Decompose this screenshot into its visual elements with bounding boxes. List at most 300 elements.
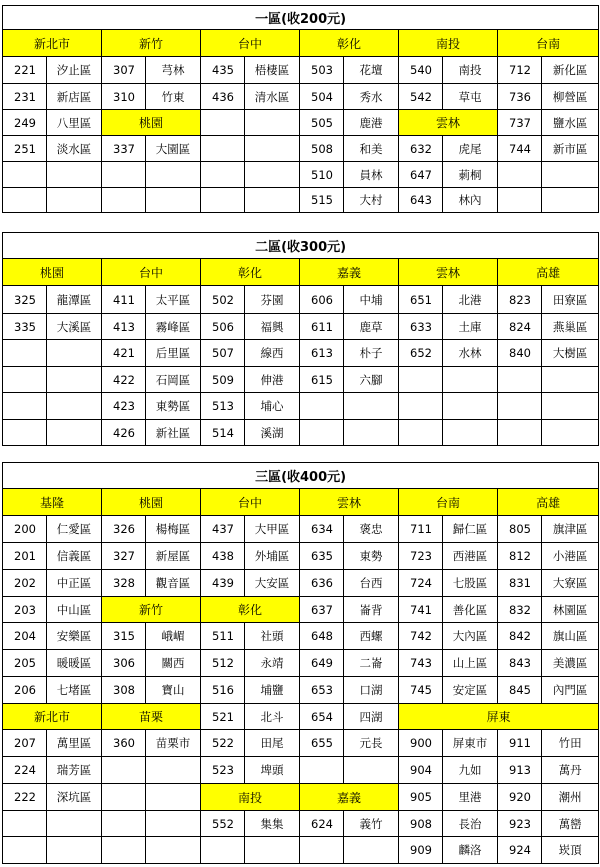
region-header: 新北市 xyxy=(3,704,102,730)
district-name: 歸仁區 xyxy=(443,516,498,543)
postal-code: 920 xyxy=(498,784,542,811)
district-name: 埔鹽 xyxy=(245,677,300,704)
district-name: 安樂區 xyxy=(47,623,102,650)
district-name: 清水區 xyxy=(245,84,300,110)
empty-cell xyxy=(3,367,47,393)
postal-code: 737 xyxy=(498,110,542,136)
postal-code: 805 xyxy=(498,516,542,543)
postal-code: 204 xyxy=(3,623,47,650)
table-row xyxy=(3,570,599,597)
postal-code: 360 xyxy=(102,730,146,757)
empty-cell xyxy=(3,340,47,367)
postal-code: 506 xyxy=(201,314,245,340)
empty-cell xyxy=(102,757,146,784)
district-name: 鹿草 xyxy=(344,314,399,340)
postal-code: 611 xyxy=(300,314,344,340)
postal-code: 426 xyxy=(102,420,146,446)
region-header: 嘉義 xyxy=(300,784,399,811)
postal-code: 221 xyxy=(3,57,47,84)
district-name: 新店區 xyxy=(47,84,102,110)
postal-code: 308 xyxy=(102,677,146,704)
district-name: 竹田 xyxy=(542,730,599,757)
postal-code: 904 xyxy=(399,757,443,784)
district-name: 林內 xyxy=(443,188,498,213)
district-name: 萬里區 xyxy=(47,730,102,757)
postal-code: 307 xyxy=(102,57,146,84)
region-header: 台中 xyxy=(201,30,300,57)
postal-code: 438 xyxy=(201,543,245,570)
postal-code: 643 xyxy=(399,188,443,213)
postal-code: 923 xyxy=(498,811,542,837)
postal-code: 744 xyxy=(498,136,542,162)
district-name: 大村 xyxy=(344,188,399,213)
postal-code: 542 xyxy=(399,84,443,110)
postal-code: 648 xyxy=(300,623,344,650)
postal-code: 843 xyxy=(498,650,542,677)
postal-code: 411 xyxy=(102,286,146,314)
postal-code: 203 xyxy=(3,597,47,623)
region-header: 高雄 xyxy=(498,259,599,286)
postal-code: 512 xyxy=(201,650,245,677)
district-name: 燕巢區 xyxy=(542,314,599,340)
postal-code: 824 xyxy=(498,314,542,340)
empty-cell xyxy=(3,837,47,864)
district-name: 屏東市 xyxy=(443,730,498,757)
district-name: 義竹 xyxy=(344,811,399,837)
table-row xyxy=(3,393,599,420)
empty-cell xyxy=(102,784,146,811)
district-name: 大寮區 xyxy=(542,570,599,597)
postal-code: 507 xyxy=(201,340,245,367)
district-name: 大溪區 xyxy=(47,314,102,340)
postal-code: 202 xyxy=(3,570,47,597)
district-name: 長治 xyxy=(443,811,498,837)
district-name: 旗山區 xyxy=(542,623,599,650)
postal-code: 723 xyxy=(399,543,443,570)
district-name: 東勢區 xyxy=(146,393,201,420)
table-row xyxy=(3,420,599,446)
district-name: 土庫 xyxy=(443,314,498,340)
region-header: 新竹 xyxy=(102,597,201,623)
region-header: 雲林 xyxy=(399,110,498,136)
postal-code: 326 xyxy=(102,516,146,543)
district-name: 深坑區 xyxy=(47,784,102,811)
region-header: 南投 xyxy=(201,784,300,811)
postal-code: 437 xyxy=(201,516,245,543)
empty-cell xyxy=(47,393,102,420)
district-name: 安定區 xyxy=(443,677,498,704)
postal-code: 812 xyxy=(498,543,542,570)
table-row xyxy=(3,704,599,730)
district-name: 梧棲區 xyxy=(245,57,300,84)
region-header: 桃園 xyxy=(3,259,102,286)
postal-code: 712 xyxy=(498,57,542,84)
postal-code: 207 xyxy=(3,730,47,757)
empty-cell xyxy=(102,811,146,837)
region-header: 彰化 xyxy=(201,259,300,286)
postal-code: 651 xyxy=(399,286,443,314)
empty-cell xyxy=(3,162,47,188)
empty-cell xyxy=(47,420,102,446)
district-name: 芬園 xyxy=(245,286,300,314)
table-row xyxy=(3,784,599,811)
district-name: 秀水 xyxy=(344,84,399,110)
postal-code: 845 xyxy=(498,677,542,704)
postal-code: 522 xyxy=(201,730,245,757)
district-name: 集集 xyxy=(245,811,300,837)
table-row xyxy=(3,837,599,864)
district-name: 西螺 xyxy=(344,623,399,650)
district-name: 新屋區 xyxy=(146,543,201,570)
district-name: 七堵區 xyxy=(47,677,102,704)
region-header: 南投 xyxy=(399,30,498,57)
table-row xyxy=(3,136,599,162)
district-name: 六腳 xyxy=(344,367,399,393)
empty-cell xyxy=(47,811,102,837)
postal-code: 515 xyxy=(300,188,344,213)
empty-cell xyxy=(399,420,443,446)
table-row xyxy=(3,57,599,84)
region-header: 雲林 xyxy=(300,489,399,516)
empty-cell xyxy=(47,162,102,188)
district-name: 石岡區 xyxy=(146,367,201,393)
postal-code: 552 xyxy=(201,811,245,837)
postal-code: 832 xyxy=(498,597,542,623)
district-name: 關西 xyxy=(146,650,201,677)
postal-code: 606 xyxy=(300,286,344,314)
table-row xyxy=(3,516,599,543)
district-name: 台西 xyxy=(344,570,399,597)
district-name: 鹿港 xyxy=(344,110,399,136)
postal-code: 327 xyxy=(102,543,146,570)
empty-cell xyxy=(102,188,146,213)
district-name: 北港 xyxy=(443,286,498,314)
district-name: 線西 xyxy=(245,340,300,367)
district-name: 楊梅區 xyxy=(146,516,201,543)
district-name: 萬丹 xyxy=(542,757,599,784)
district-name: 竹東 xyxy=(146,84,201,110)
district-name: 員林 xyxy=(344,162,399,188)
postal-code: 251 xyxy=(3,136,47,162)
table-row xyxy=(3,259,599,286)
empty-cell xyxy=(443,367,498,393)
empty-cell xyxy=(344,393,399,420)
empty-cell xyxy=(102,162,146,188)
postal-code: 711 xyxy=(399,516,443,543)
postal-code: 436 xyxy=(201,84,245,110)
district-name: 新社區 xyxy=(146,420,201,446)
district-name: 褒忠 xyxy=(344,516,399,543)
postal-code: 509 xyxy=(201,367,245,393)
region-header: 新竹 xyxy=(102,30,201,57)
district-name: 北斗 xyxy=(245,704,300,730)
empty-cell xyxy=(498,420,542,446)
table-row xyxy=(3,597,599,623)
district-name: 中山區 xyxy=(47,597,102,623)
region-header: 苗栗 xyxy=(102,704,201,730)
district-name: 淡水區 xyxy=(47,136,102,162)
district-name: 溪湖 xyxy=(245,420,300,446)
district-name: 永靖 xyxy=(245,650,300,677)
postal-code: 439 xyxy=(201,570,245,597)
district-name: 大園區 xyxy=(146,136,201,162)
postal-code: 742 xyxy=(399,623,443,650)
district-name: 埤頭 xyxy=(245,757,300,784)
district-name: 崁頂 xyxy=(542,837,599,864)
empty-cell xyxy=(146,784,201,811)
district-name: 南投 xyxy=(443,57,498,84)
district-name: 美濃區 xyxy=(542,650,599,677)
empty-cell xyxy=(201,110,245,136)
empty-cell xyxy=(498,367,542,393)
district-name: 內門區 xyxy=(542,677,599,704)
postal-code: 911 xyxy=(498,730,542,757)
district-name: 寶山 xyxy=(146,677,201,704)
empty-cell xyxy=(3,188,47,213)
postal-code: 508 xyxy=(300,136,344,162)
region-header: 雲林 xyxy=(399,259,498,286)
zone-table-2 xyxy=(2,232,599,446)
district-name: 麟洛 xyxy=(443,837,498,864)
region-header: 基隆 xyxy=(3,489,102,516)
empty-cell xyxy=(498,188,542,213)
postal-code: 423 xyxy=(102,393,146,420)
empty-cell xyxy=(201,136,245,162)
postal-code: 521 xyxy=(201,704,245,730)
district-name: 新化區 xyxy=(542,57,599,84)
postal-code: 652 xyxy=(399,340,443,367)
postal-code: 913 xyxy=(498,757,542,784)
region-header: 台中 xyxy=(102,259,201,286)
district-name: 苗栗市 xyxy=(146,730,201,757)
district-name: 九如 xyxy=(443,757,498,784)
district-name: 柳營區 xyxy=(542,84,599,110)
postal-code: 840 xyxy=(498,340,542,367)
district-name: 太平區 xyxy=(146,286,201,314)
district-name: 中埔 xyxy=(344,286,399,314)
postal-code: 503 xyxy=(300,57,344,84)
district-name: 東勢 xyxy=(344,543,399,570)
postal-code: 422 xyxy=(102,367,146,393)
postal-code: 511 xyxy=(201,623,245,650)
empty-cell xyxy=(542,393,599,420)
empty-cell xyxy=(47,340,102,367)
district-name: 后里區 xyxy=(146,340,201,367)
postal-code: 724 xyxy=(399,570,443,597)
zone-title: 二區(收300元) xyxy=(3,233,599,259)
empty-cell xyxy=(300,393,344,420)
district-name: 中正區 xyxy=(47,570,102,597)
table-row xyxy=(3,623,599,650)
district-name: 觀音區 xyxy=(146,570,201,597)
empty-cell xyxy=(201,837,245,864)
postal-code: 200 xyxy=(3,516,47,543)
district-name: 崙背 xyxy=(344,597,399,623)
empty-cell xyxy=(399,367,443,393)
district-name: 汐止區 xyxy=(47,57,102,84)
empty-cell xyxy=(300,757,344,784)
district-name: 暖暖區 xyxy=(47,650,102,677)
postal-code: 325 xyxy=(3,286,47,314)
postal-code: 823 xyxy=(498,286,542,314)
empty-cell xyxy=(102,837,146,864)
district-name: 口湖 xyxy=(344,677,399,704)
zone-title: 一區(收200元) xyxy=(3,6,599,30)
district-name: 和美 xyxy=(344,136,399,162)
empty-cell xyxy=(542,367,599,393)
region-header: 台南 xyxy=(399,489,498,516)
district-name: 霧峰區 xyxy=(146,314,201,340)
district-name: 伸港 xyxy=(245,367,300,393)
postal-code: 635 xyxy=(300,543,344,570)
postal-code: 908 xyxy=(399,811,443,837)
postal-code: 222 xyxy=(3,784,47,811)
postal-code: 653 xyxy=(300,677,344,704)
region-header: 屏東 xyxy=(399,704,599,730)
postal-code: 905 xyxy=(399,784,443,811)
district-name: 莿桐 xyxy=(443,162,498,188)
postal-code: 315 xyxy=(102,623,146,650)
table-row xyxy=(3,367,599,393)
zone-table-3 xyxy=(2,462,599,864)
empty-cell xyxy=(344,420,399,446)
empty-cell xyxy=(3,420,47,446)
region-header: 桃園 xyxy=(102,110,201,136)
empty-cell xyxy=(542,188,599,213)
district-name: 七股區 xyxy=(443,570,498,597)
district-name: 龍潭區 xyxy=(47,286,102,314)
postal-code: 206 xyxy=(3,677,47,704)
postal-code: 335 xyxy=(3,314,47,340)
empty-cell xyxy=(47,367,102,393)
postal-code: 649 xyxy=(300,650,344,677)
empty-cell xyxy=(344,837,399,864)
empty-cell xyxy=(146,757,201,784)
district-name: 林園區 xyxy=(542,597,599,623)
empty-cell xyxy=(146,162,201,188)
postal-code: 435 xyxy=(201,57,245,84)
postal-code: 613 xyxy=(300,340,344,367)
postal-code: 633 xyxy=(399,314,443,340)
empty-cell xyxy=(201,188,245,213)
postal-code: 647 xyxy=(399,162,443,188)
empty-cell xyxy=(3,811,47,837)
district-name: 善化區 xyxy=(443,597,498,623)
empty-cell xyxy=(344,757,399,784)
table-row xyxy=(3,489,599,516)
empty-cell xyxy=(245,136,300,162)
district-name: 田尾 xyxy=(245,730,300,757)
postal-code: 306 xyxy=(102,650,146,677)
district-name: 草屯 xyxy=(443,84,498,110)
table-row xyxy=(3,677,599,704)
postal-code: 745 xyxy=(399,677,443,704)
district-name: 信義區 xyxy=(47,543,102,570)
postal-code: 337 xyxy=(102,136,146,162)
district-name: 芎林 xyxy=(146,57,201,84)
region-header: 台南 xyxy=(498,30,599,57)
empty-cell xyxy=(245,837,300,864)
empty-cell xyxy=(443,420,498,446)
district-name: 元長 xyxy=(344,730,399,757)
empty-cell xyxy=(245,162,300,188)
district-name: 瑞芳區 xyxy=(47,757,102,784)
postal-code: 842 xyxy=(498,623,542,650)
district-name: 埔心 xyxy=(245,393,300,420)
postal-code: 632 xyxy=(399,136,443,162)
postal-code: 924 xyxy=(498,837,542,864)
postal-code: 624 xyxy=(300,811,344,837)
table-row xyxy=(3,188,599,213)
empty-cell xyxy=(399,393,443,420)
postal-code: 831 xyxy=(498,570,542,597)
district-name: 二崙 xyxy=(344,650,399,677)
region-header: 高雄 xyxy=(498,489,599,516)
empty-cell xyxy=(498,162,542,188)
empty-cell xyxy=(47,837,102,864)
postal-code: 540 xyxy=(399,57,443,84)
table-row xyxy=(3,84,599,110)
district-name: 萬巒 xyxy=(542,811,599,837)
table-row xyxy=(3,110,599,136)
postal-code: 636 xyxy=(300,570,344,597)
postal-code: 231 xyxy=(3,84,47,110)
district-name: 大內區 xyxy=(443,623,498,650)
postal-code: 504 xyxy=(300,84,344,110)
district-name: 西港區 xyxy=(443,543,498,570)
district-name: 新市區 xyxy=(542,136,599,162)
postal-code: 310 xyxy=(102,84,146,110)
postal-code: 249 xyxy=(3,110,47,136)
postal-code: 413 xyxy=(102,314,146,340)
region-header: 嘉義 xyxy=(300,259,399,286)
district-name: 社頭 xyxy=(245,623,300,650)
district-name: 四湖 xyxy=(344,704,399,730)
empty-cell xyxy=(542,420,599,446)
postal-code: 502 xyxy=(201,286,245,314)
district-name: 虎尾 xyxy=(443,136,498,162)
postal-code: 513 xyxy=(201,393,245,420)
empty-cell xyxy=(3,393,47,420)
table-row xyxy=(3,340,599,367)
postal-code: 224 xyxy=(3,757,47,784)
table-row xyxy=(3,286,599,314)
table-row xyxy=(3,730,599,757)
region-header: 桃園 xyxy=(102,489,201,516)
postal-code: 634 xyxy=(300,516,344,543)
region-header: 台中 xyxy=(201,489,300,516)
district-name: 仁愛區 xyxy=(47,516,102,543)
district-name: 山上區 xyxy=(443,650,498,677)
empty-cell xyxy=(542,162,599,188)
postal-code: 741 xyxy=(399,597,443,623)
district-name: 八里區 xyxy=(47,110,102,136)
postal-code: 909 xyxy=(399,837,443,864)
empty-cell xyxy=(47,188,102,213)
postal-code: 516 xyxy=(201,677,245,704)
district-name: 里港 xyxy=(443,784,498,811)
district-name: 鹽水區 xyxy=(542,110,599,136)
table-row xyxy=(3,757,599,784)
postal-code: 421 xyxy=(102,340,146,367)
district-name: 大安區 xyxy=(245,570,300,597)
district-name: 大甲區 xyxy=(245,516,300,543)
district-name: 旗津區 xyxy=(542,516,599,543)
empty-cell xyxy=(201,162,245,188)
empty-cell xyxy=(146,188,201,213)
postal-code: 615 xyxy=(300,367,344,393)
postal-code: 900 xyxy=(399,730,443,757)
